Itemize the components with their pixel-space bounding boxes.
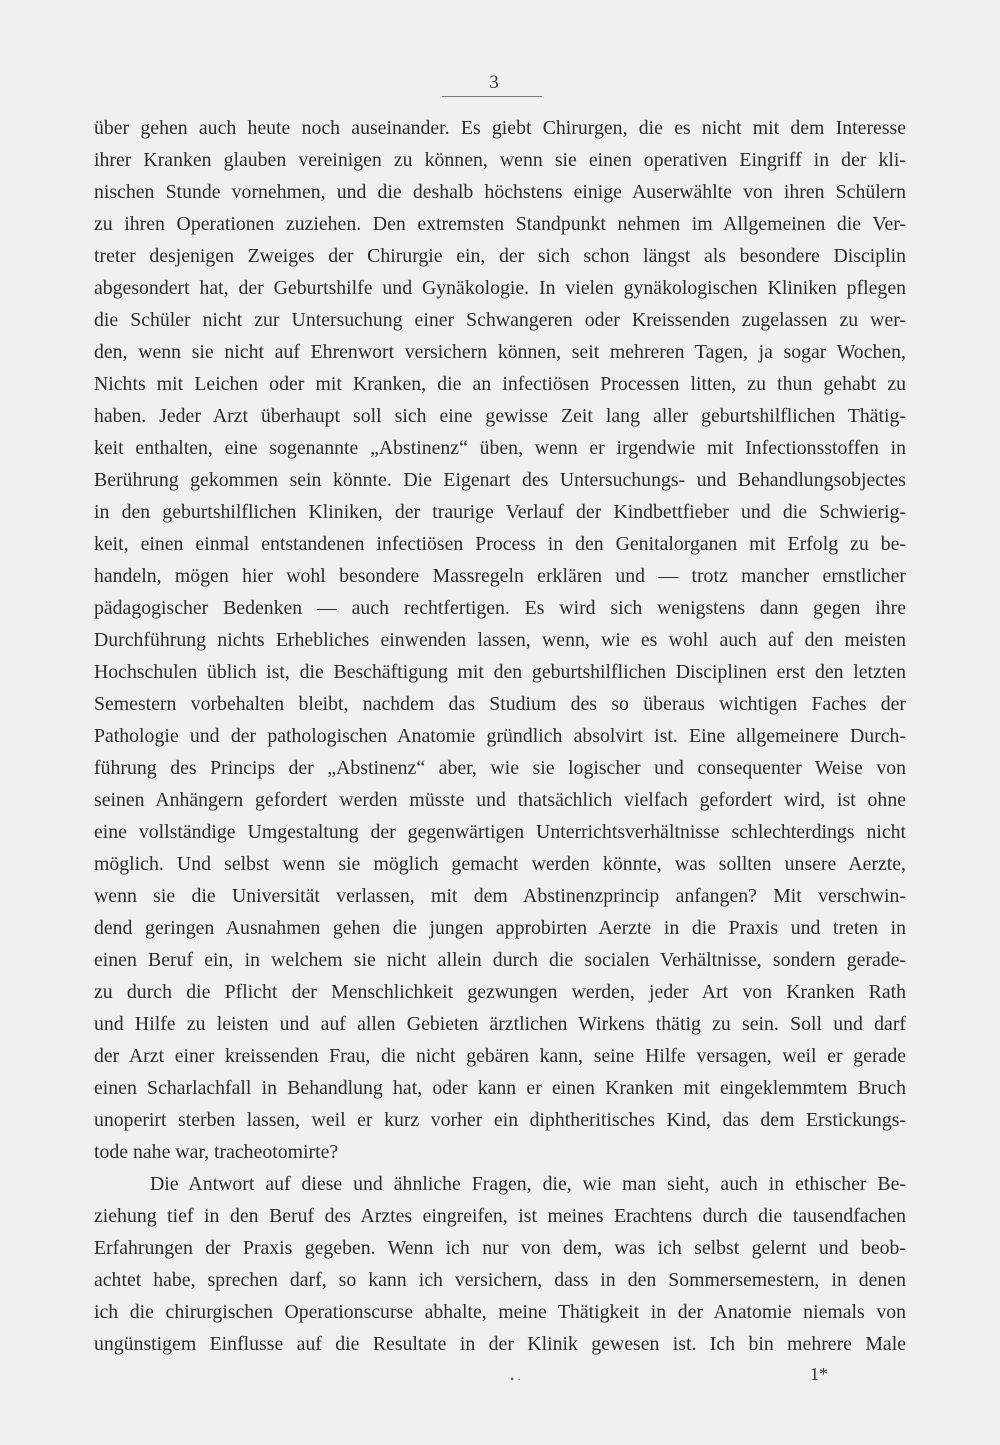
text-line: Die Antwort auf diese und ähnliche Fragen, die, wie man sieht, auch in ethischer Be-	[150, 1173, 906, 1195]
text-line: keit enthalten, eine sogenannte „Abstinenz“ üben, wenn er irgendwie mit Infectionsstoffen in	[94, 437, 906, 459]
text-line: ich die chirurgischen Operationscurse abhalte, meine Thätigkeit in der Anatomie niemals von	[94, 1301, 906, 1323]
text-line: Berührung gekommen sein könnte. Die Eigenart des Untersuchungs- und Behandlungsobjectes	[94, 469, 906, 491]
page-number: 3	[489, 72, 499, 93]
text-line: führung des Princips der „Abstinenz“ aber, wie sie logischer und consequenter Weise von	[94, 757, 906, 779]
text-line: zu durch die Pflicht der Menschlichkeit gezwungen werden, jeder Art von Kranken Rath	[94, 981, 906, 1003]
paragraph	[94, 112, 906, 1168]
text-line: Durchführung nichts Erhebliches einwenden lassen, wenn, wie es wohl auch auf den meisten	[94, 629, 906, 651]
text-line: ihrer Kranken glauben vereinigen zu können, wenn sie einen operativen Eingriff in der kli-	[94, 149, 906, 171]
text-line: und Hilfe zu leisten und auf allen Gebieten ärztlichen Wirkens thätig zu sein. Soll und darf	[94, 1013, 906, 1035]
text-line: über gehen auch heute noch auseinander. Es giebt Chirurgen, die es nicht mit dem Interesse	[94, 117, 906, 139]
text-line: der Arzt einer kreissenden Frau, die nicht gebären kann, seine Hilfe versagen, weil er gerade	[94, 1045, 906, 1067]
text-line: Hochschulen üblich ist, die Beschäftigung mit den geburtshilflichen Disciplinen erst den letzten	[94, 661, 906, 683]
text-line: die Schüler nicht zur Untersuchung einer Schwangeren oder Kreissenden zugelassen zu wer-	[94, 309, 906, 331]
text-line: treter desjenigen Zweiges der Chirurgie ein, der sich schon längst als besondere Disciplin	[94, 245, 906, 267]
text-line: dend geringen Ausnahmen gehen die jungen approbirten Aerzte in die Praxis und treten in	[94, 917, 906, 939]
text-line: seinen Anhängern gefordert werden müsste und thatsächlich vielfach gefordert wird, ist ohne	[94, 789, 906, 811]
text-line: pädagogischer Bedenken — auch rechtfertigen. Es wird sich wenigstens dann gegen ihre	[94, 597, 906, 619]
body-text	[94, 112, 906, 1360]
text-line: keit, einen einmal entstandenen infectiösen Process in den Genitalorganen mit Erfolg zu be-	[94, 533, 906, 555]
header-rule	[442, 96, 542, 97]
text-line: Pathologie und der pathologischen Anatomie gründlich absolvirt ist. Eine allgemeinere Durch-	[94, 725, 906, 747]
text-line: haben. Jeder Arzt überhaupt soll sich eine gewisse Zeit lang aller geburtshilflichen Thätig-	[94, 405, 906, 427]
text-line: zu ihren Operationen zuziehen. Den extremsten Standpunkt nehmen im Allgemeinen die Ver-	[94, 213, 906, 235]
text-line: in den geburtshilflichen Kliniken, der traurige Verlauf der Kindbettfieber und die Schwierig-	[94, 501, 906, 523]
text-line: den, wenn sie nicht auf Ehrenwort versichern können, seit mehreren Tagen, ja sogar Wochen,	[94, 341, 906, 363]
text-line: handeln, mögen hier wohl besondere Massregeln erklären und — trotz mancher ernstlicher	[94, 565, 906, 587]
text-line: abgesondert hat, der Geburtshilfe und Gynäkologie. In vielen gynäkologischen Kliniken pflegen	[94, 277, 906, 299]
text-line: Semestern vorbehalten bleibt, nachdem das Studium des so überaus wichtigen Faches der	[94, 693, 906, 715]
text-line: achtet habe, sprechen darf, so kann ich versichern, dass in den Sommersemestern, in denen	[94, 1269, 906, 1291]
printing-speck: • ·	[510, 1372, 522, 1386]
text-line: tode nahe war, tracheotomirte?	[94, 1141, 339, 1163]
paragraph	[94, 1168, 906, 1360]
text-line: einen Beruf ein, in welchem sie nicht allein durch die socialen Verhältnisse, sondern gerade-	[94, 949, 906, 971]
text-line: Nichts mit Leichen oder mit Kranken, die an infectiösen Processen litten, zu thun gehabt zu	[94, 373, 906, 395]
text-line: möglich. Und selbst wenn sie möglich gemacht werden könnte, was sollten unsere Aerzte,	[94, 853, 906, 875]
signature-mark: 1*	[810, 1364, 828, 1384]
text-line: einen Scharlachfall in Behandlung hat, oder kann er einen Kranken mit eingeklemmtem Bruch	[94, 1077, 906, 1099]
text-line: eine vollständige Umgestaltung der gegenwärtigen Unterrichtsverhältnisse schlechterdings nicht	[94, 821, 906, 843]
text-line: ziehung tief in den Beruf des Arztes eingreifen, ist meines Erachtens durch die tausendfachen	[94, 1205, 906, 1227]
text-line: ungünstigem Einflusse auf die Resultate in der Klinik gewesen ist. Ich bin mehrere Male	[94, 1333, 906, 1355]
text-line: nischen Stunde vornehmen, und die deshalb höchstens einige Auserwählte von ihren Schülern	[94, 181, 906, 203]
text-line: Erfahrungen der Praxis gegeben. Wenn ich nur von dem, was ich selbst gelernt und beob-	[94, 1237, 906, 1259]
text-line: wenn sie die Universität verlassen, mit dem Abstinenzprincip anfangen? Mit verschwin-	[94, 885, 906, 907]
text-line: unoperirt sterben lassen, weil er kurz vorher ein diphtheritisches Kind, das dem Erstickungs-	[94, 1109, 906, 1131]
